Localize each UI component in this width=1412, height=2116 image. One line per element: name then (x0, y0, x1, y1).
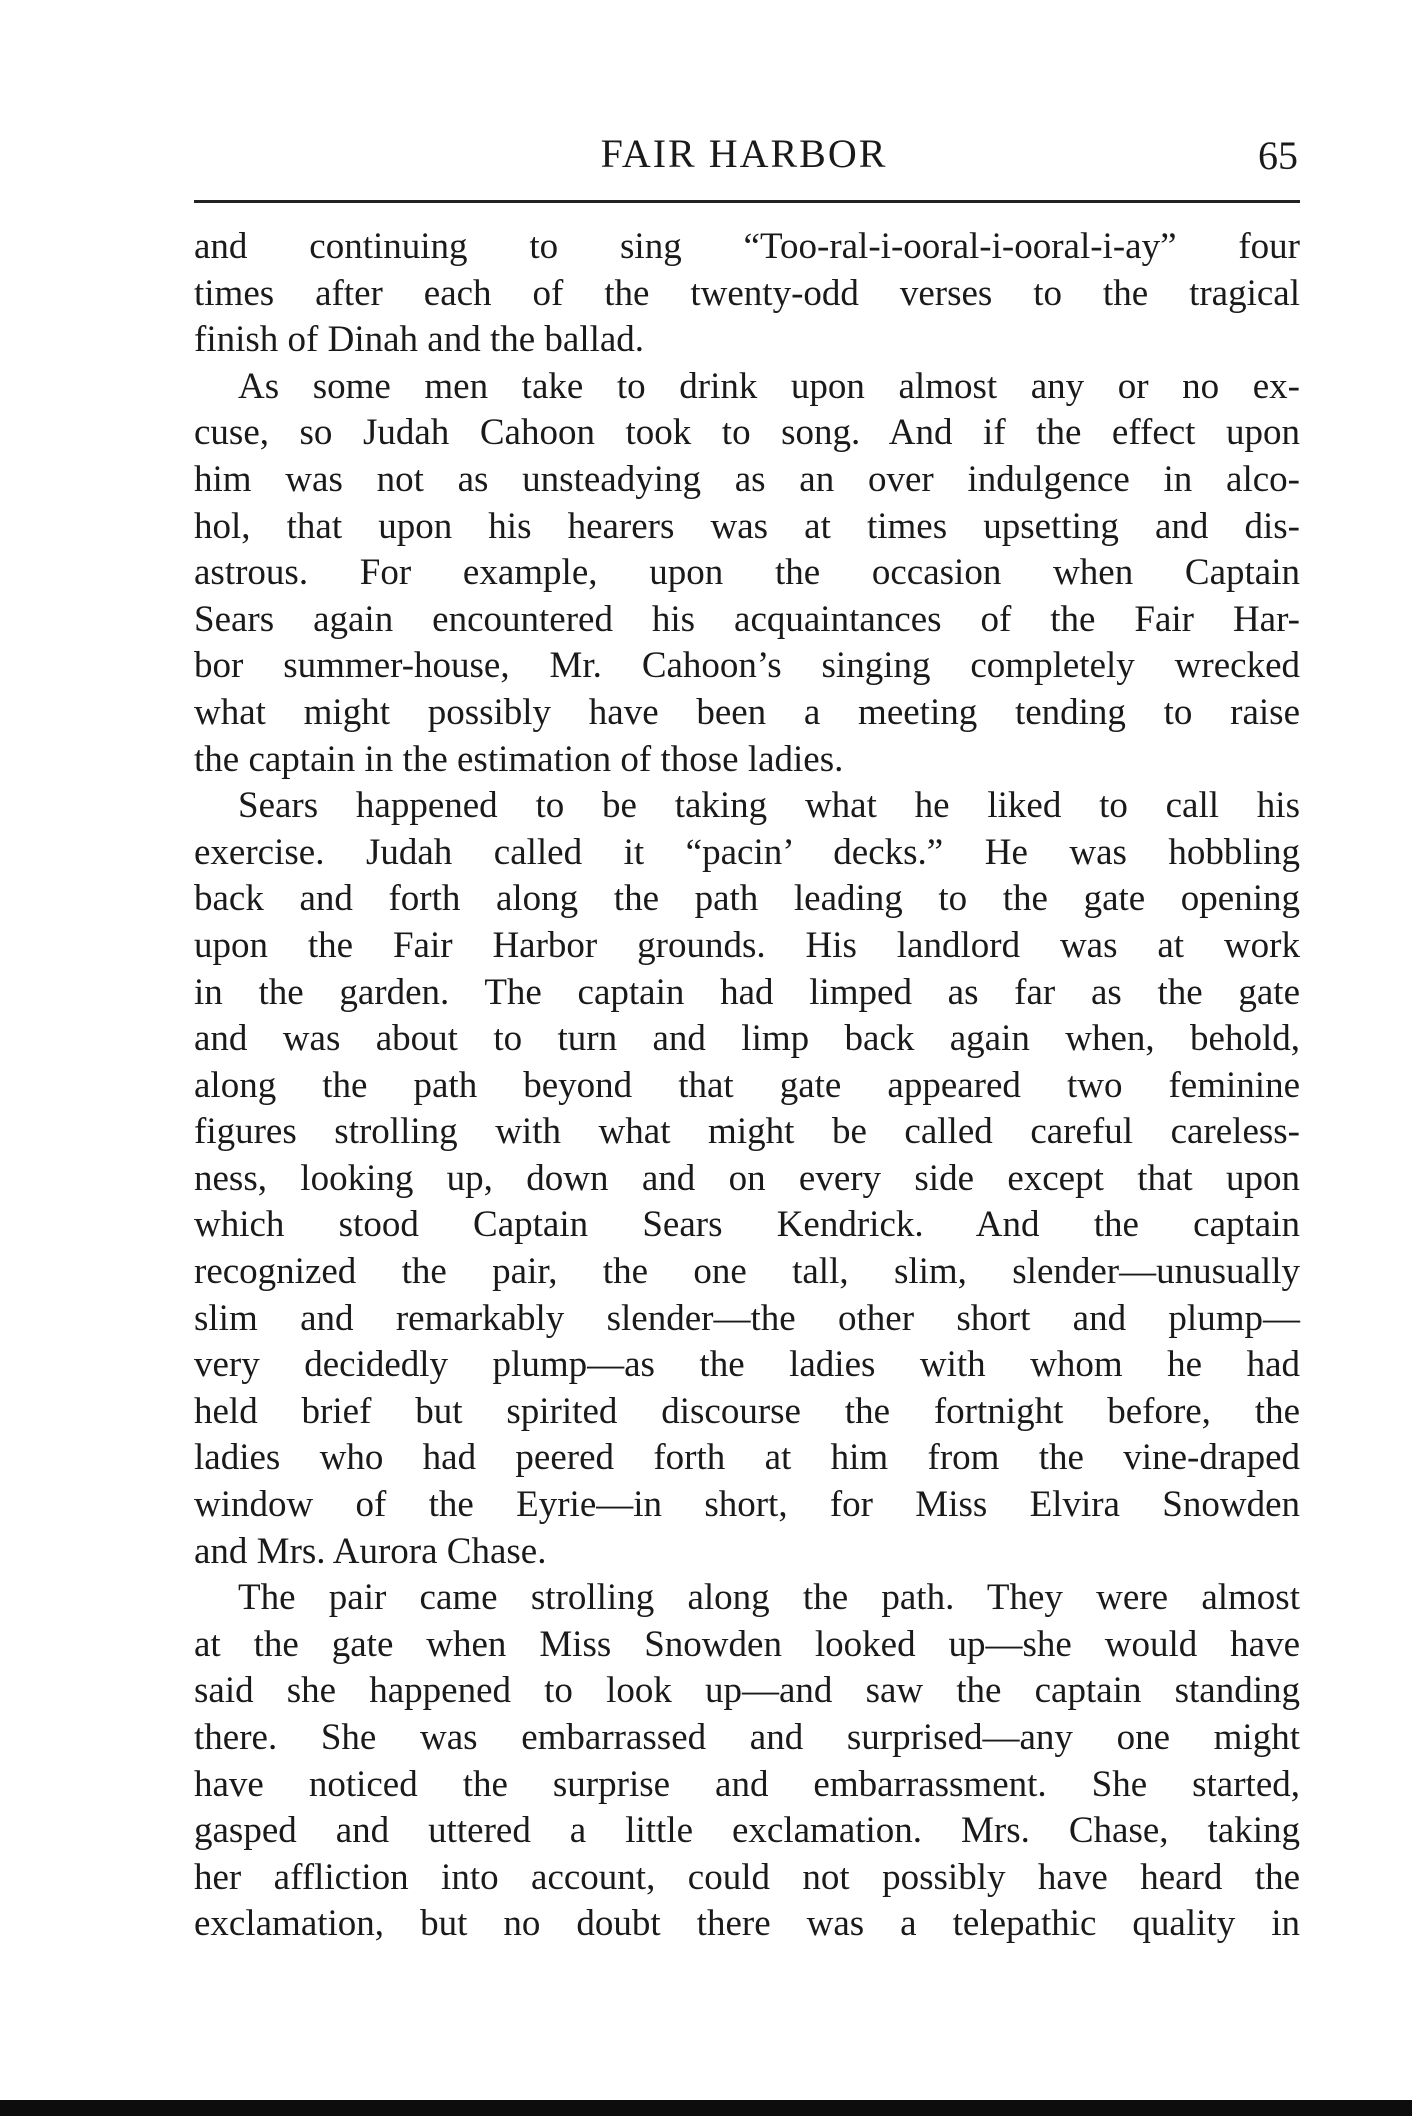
text-line: hol, that upon his hearers was at times upsetting and dis- (194, 505, 1300, 547)
page-number: 65 (1258, 133, 1298, 178)
text-line: in the garden. The captain had limped as far as the gate (194, 971, 1300, 1013)
text-line: back and forth along the path leading to the gate opening (194, 878, 1300, 920)
text-line: exercise. Judah called it “pacin’ decks.” He was hobbling (194, 831, 1300, 873)
text-line: times after each of the twenty-odd verses to the tragical (194, 272, 1300, 314)
text-line: there. She was embarrassed and surprised—any one might (194, 1717, 1300, 1758)
text-line: at the gate when Miss Snowden looked up—she would have (194, 1623, 1300, 1665)
header-rule (194, 200, 1300, 203)
text-line: exclamation, but no doubt there was a telepathic quality in (194, 1903, 1300, 1945)
text-line: figures strolling with what might be called careful careless- (194, 1111, 1300, 1153)
scan-bottom-edge (0, 2100, 1412, 2116)
text-line: cuse, so Judah Cahoon took to song. And if the effect upon (194, 412, 1300, 454)
body-text (194, 224, 1300, 1948)
text-line: her affliction into account, could not possibly have heard the (194, 1856, 1300, 1898)
text-line: the captain in the estimation of those ladies. (194, 738, 844, 780)
text-line: what might possibly have been a meeting tending to raise (194, 691, 1300, 733)
text-line: him was not as unsteadying as an over indulgence in alco- (194, 458, 1300, 500)
text-line: bor summer-house, Mr. Cahoon’s singing completely wrecked (194, 645, 1300, 687)
text-line: As some men take to drink upon almost any or no ex- (238, 365, 1300, 407)
text-line: window of the Eyrie—in short, for Miss Elvira Snowden (194, 1484, 1300, 1526)
running-head (194, 126, 1304, 186)
text-line: Sears again encountered his acquaintances of the Fair Har- (194, 598, 1300, 640)
text-line: Sears happened to be taking what he liked to call his (238, 785, 1300, 827)
text-line: gasped and uttered a little exclamation. Mrs. Chase, taking (194, 1810, 1300, 1852)
text-line: finish of Dinah and the ballad. (194, 319, 645, 361)
text-line: slim and remarkably slender—the other short and plump— (194, 1297, 1300, 1339)
text-line: and continuing to sing “Too-ral-i-ooral-i-ooral-i-ay” four (194, 226, 1300, 267)
text-line: held brief but spirited discourse the fortnight before, the (194, 1390, 1300, 1432)
text-line: recognized the pair, the one tall, slim, slender—unusually (194, 1251, 1300, 1293)
text-line: ladies who had peered forth at him from the vine-draped (194, 1437, 1300, 1479)
text-line: and was about to turn and limp back again when, behold, (194, 1018, 1300, 1060)
text-line: astrous. For example, upon the occasion when Captain (194, 552, 1300, 594)
text-line: which stood Captain Sears Kendrick. And the captain (194, 1204, 1300, 1246)
text-line: have noticed the surprise and embarrassment. She started, (194, 1763, 1300, 1805)
running-title: FAIR HARBOR (600, 131, 888, 176)
text-line: along the path beyond that gate appeared two feminine (194, 1064, 1300, 1106)
text-line: ness, looking up, down and on every side except that upon (194, 1157, 1300, 1199)
text-line: said she happened to look up—and saw the captain standing (194, 1670, 1300, 1712)
text-line: and Mrs. Aurora Chase. (194, 1530, 547, 1572)
text-line: upon the Fair Harbor grounds. His landlord was at work (194, 924, 1300, 966)
text-line: The pair came strolling along the path. They were almost (238, 1577, 1300, 1619)
text-line: very decidedly plump—as the ladies with whom he had (194, 1344, 1300, 1386)
